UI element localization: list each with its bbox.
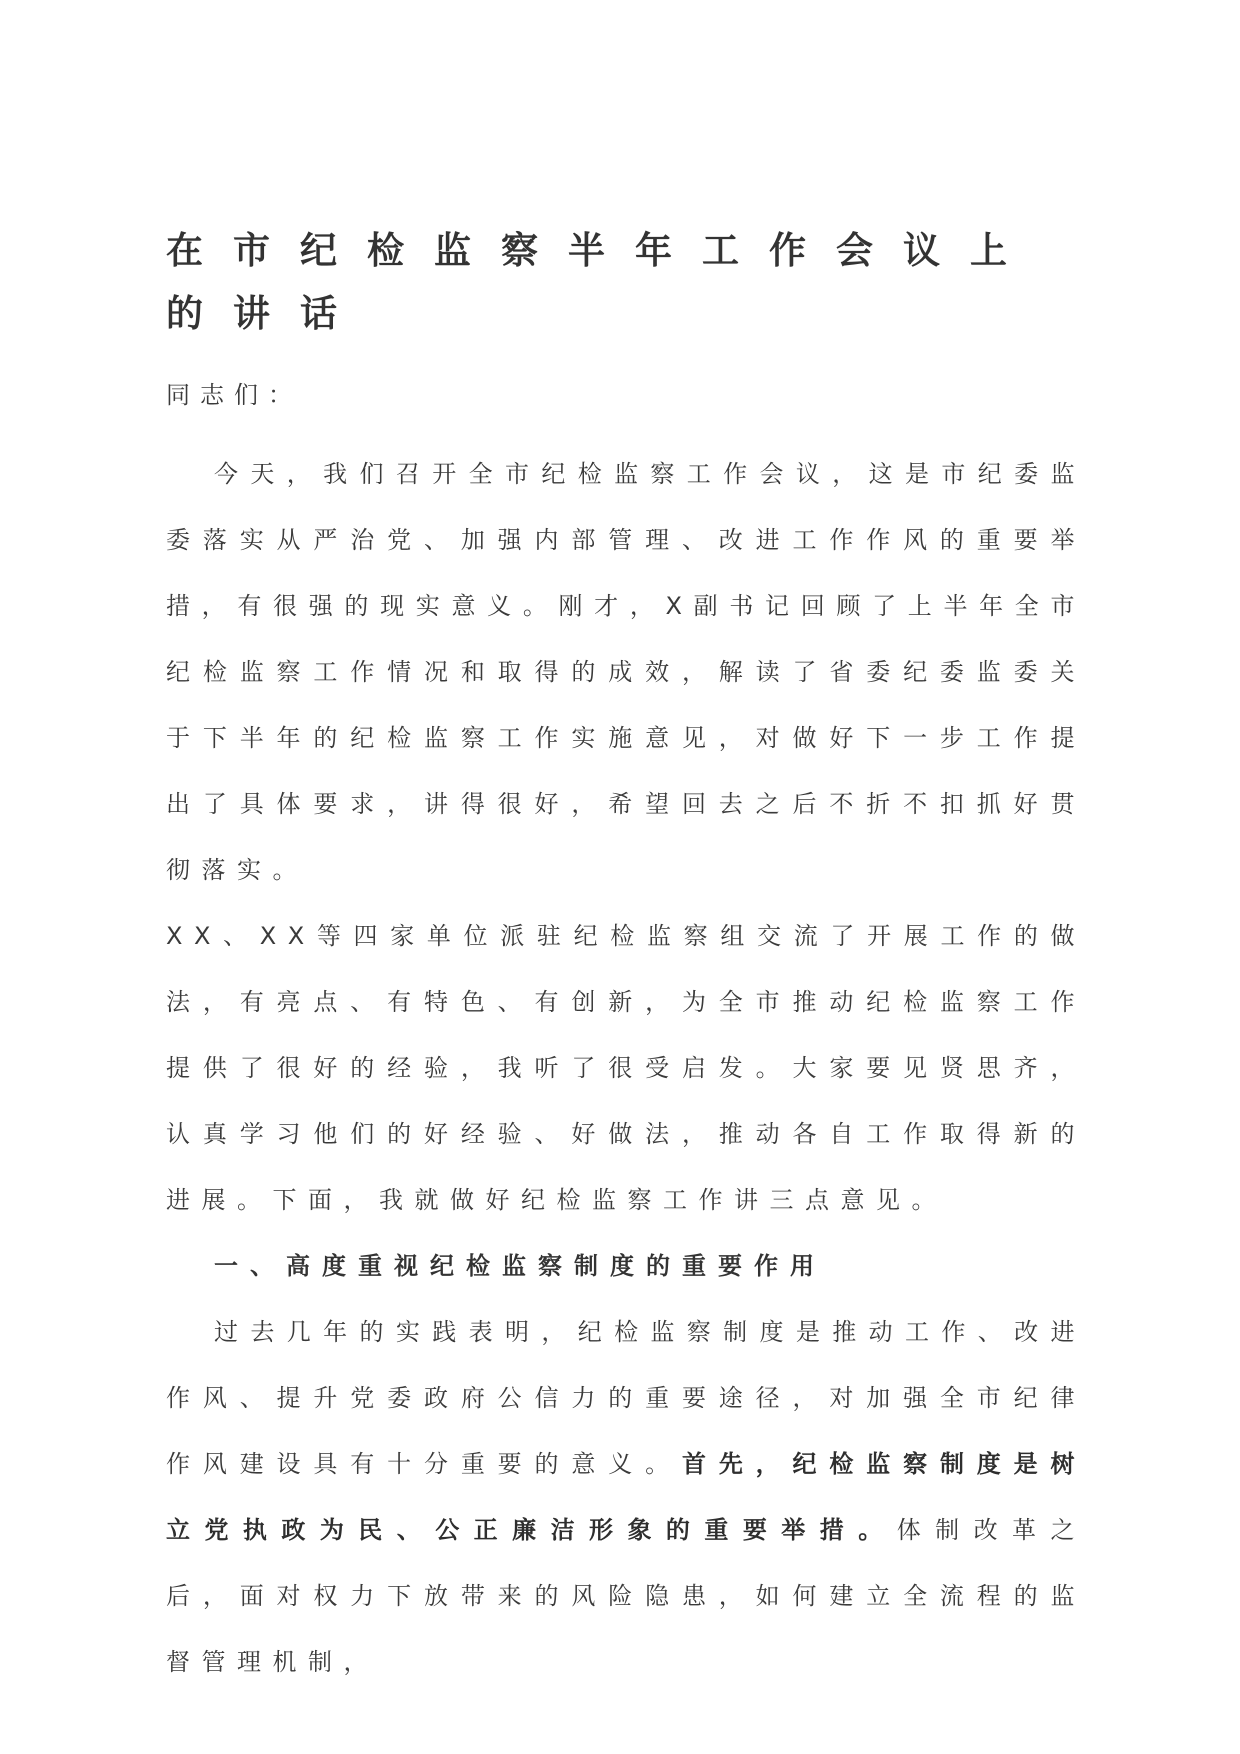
paragraph-tail-text: 体制改革之后，面对权力下放带来的风险隐患，如何建立全流程的监督管理机制， (166, 1516, 1087, 1676)
document-title: 在市纪检监察半年工作会议上的讲话 (166, 229, 1037, 335)
paragraph-lead-text: 过去几年的实践表明，纪检监察制度是推动工作、改进作风、提升党委政府公信力的重要途径，对加强全市纪律作风建设具有十分重要的意义。 (166, 1318, 1086, 1478)
paragraph-bold-emphasis: 首先，纪检监察制度是树立党执政为民、公正廉洁形象的重要举措。 (166, 1450, 1087, 1544)
salutation: 同志们： (166, 381, 302, 409)
section-heading-1: 一、高度重视纪检监察制度的重要作用 (214, 1252, 826, 1280)
document-body (166, 441, 1086, 1695)
body-paragraph-section-1 (166, 1299, 1086, 1695)
body-paragraph-exchange: XX、XX等四家单位派驻纪检监察组交流了开展工作的做法，有亮点、有特色、有创新，为全市推动纪检监察工作提供了很好的经验，我听了很受启发。大家要见贤思齐，认真学习他们的好经验、好做法，推动各自工作取得新的进展。下面，我就做好纪检监察工作讲三点意见。 (166, 922, 1086, 1214)
body-paragraph-opening: 今天，我们召开全市纪检监察工作会议，这是市纪委监委落实从严治党、加强内部管理、改进工作作风的重要举措，有很强的现实意义。刚才，X副书记回顾了上半年全市纪检监察工作情况和取得的成效，解读了省委纪委监委关于下半年的纪检监察工作实施意见，对做好下一步工作提出了具体要求，讲得很好，希望回去之后不折不扣抓好贯彻落实。 (166, 460, 1086, 884)
